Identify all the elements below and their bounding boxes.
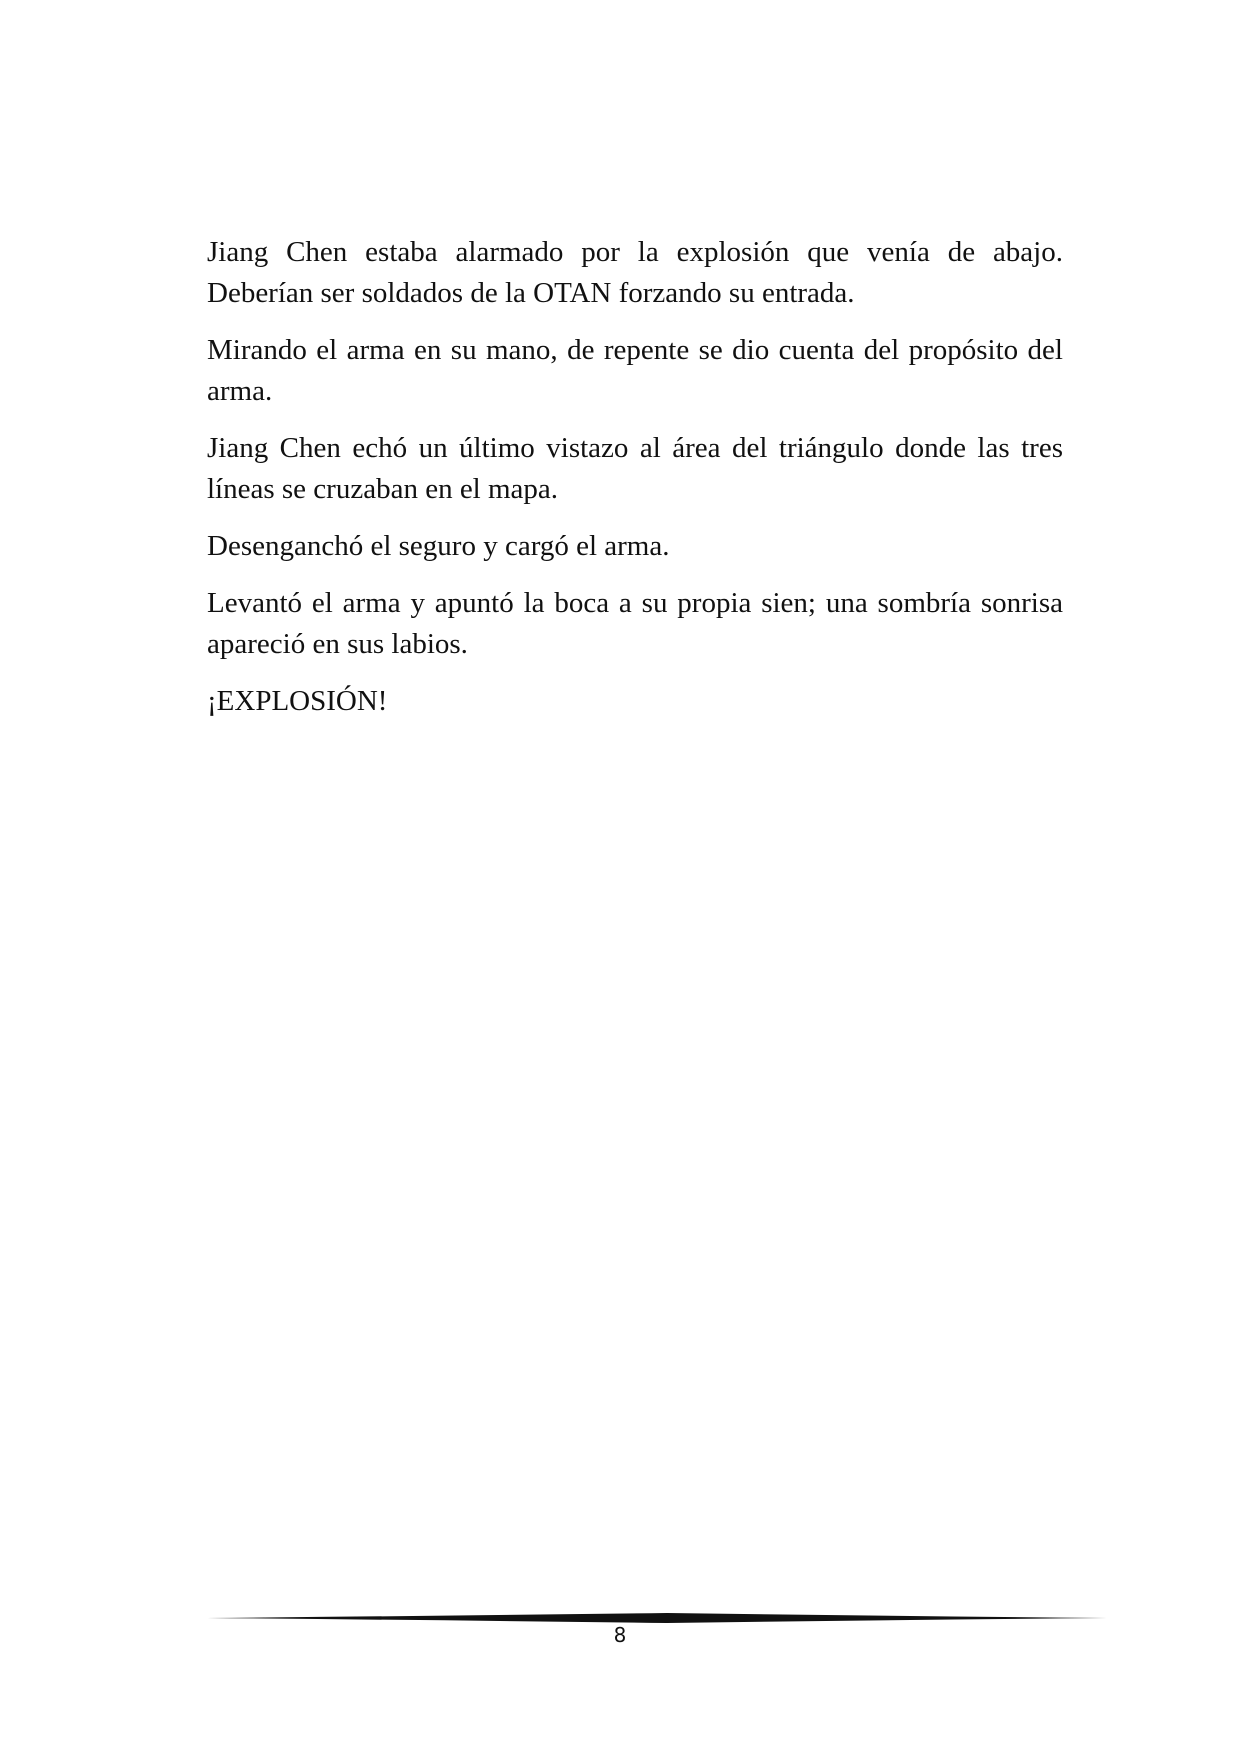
paragraph-5: Levantó el arma y apuntó la boca a su propia sien; una sombría sonrisa apareció en sus labios.: [207, 587, 1063, 660]
page-number: 8: [613, 1623, 627, 1647]
paragraph-6: ¡EXPLOSIÓN!: [207, 685, 388, 717]
paragraph-2: Mirando el arma en su mano, de repente se dio cuenta del propósito del arma.: [207, 334, 1063, 407]
body-text: [207, 232, 1063, 738]
paragraph-4: Desenganchó el seguro y cargó el arma.: [207, 530, 670, 562]
paragraph-1: Jiang Chen estaba alarmado por la explosión que venía de abajo. Deberían ser soldados de la OTAN forzando su entrada.: [207, 236, 1063, 309]
paragraph-3: Jiang Chen echó un último vistazo al área del triángulo donde las tres líneas se cruzaban en el mapa.: [207, 432, 1063, 505]
